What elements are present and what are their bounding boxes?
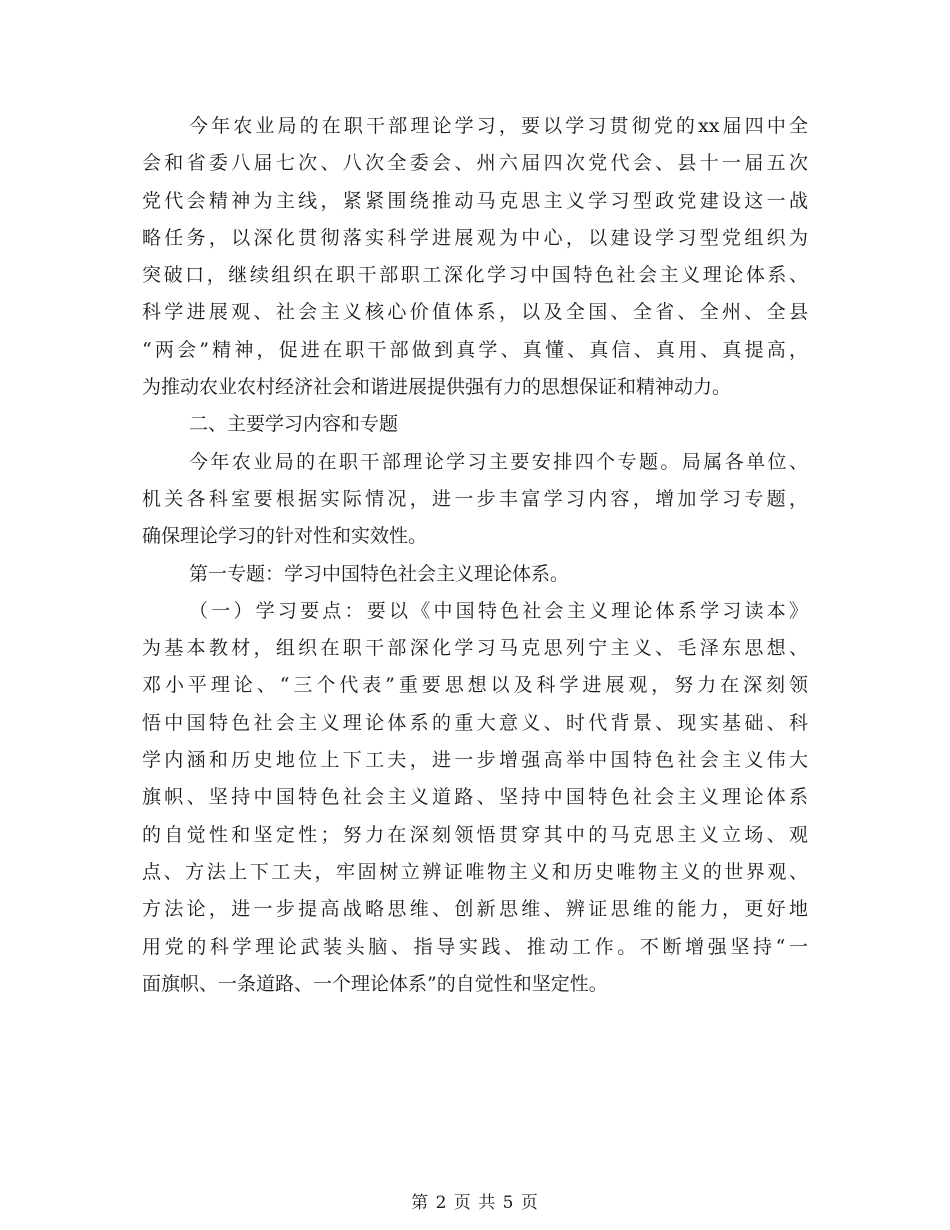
section-heading	[142, 406, 808, 443]
section-heading-text: 二、主要学习内容和专题	[189, 413, 399, 436]
text-line: 悟中国特色社会主义理论体系的重大意义、时代背景、现实基础、科	[142, 711, 808, 734]
paragraph	[142, 108, 808, 406]
text-line: 邓小平理论、“三个代表”重要思想以及科学进展观，努力在深刻领	[142, 674, 808, 697]
topic-heading-text: 第一专题：学习中国特色社会主义理论体系。	[189, 562, 570, 585]
text-line: 今年农业局的在职干部理论学习，要以学习贯彻党的xx届四中全	[189, 115, 808, 137]
text-line: 确保理论学习的针对性和实效性。	[142, 525, 428, 548]
text-line: 旗帜、坚持中国特色社会主义道路、坚持中国特色社会主义理论体系	[142, 786, 808, 809]
paragraph	[142, 444, 808, 556]
text-line: 用党的科学理论武装头脑、指导实践、推动工作。不断增强坚持“一	[142, 935, 808, 958]
text-line: 学内涵和历史地位上下工夫，进一步增强高举中国特色社会主义伟大	[142, 749, 808, 772]
paragraph	[142, 593, 808, 1003]
topic-heading	[142, 556, 808, 593]
text-line: 今年农业局的在职干部理论学习主要安排四个专题。局属各单位、	[189, 450, 808, 473]
document-body	[142, 108, 808, 1003]
text-line: 方法论，进一步提高战略思维、创新思维、辨证思维的能力，更好地	[142, 898, 808, 921]
text-line: 为基本教材，组织在职干部深化学习马克思列宁主义、毛泽东思想、	[142, 637, 808, 660]
text-line: 面旗帜、一条道路、一个理论体系”的自觉性和坚定性。	[142, 972, 608, 995]
text-line: 科学进展观、社会主义核心价值体系，以及全国、全省、全州、全县	[142, 301, 808, 324]
text-line: 略任务，以深化贯彻落实科学进展观为中心，以建设学习型党组织为	[142, 226, 808, 249]
page-number-footer: 第 2 页 共 5 页	[411, 1193, 539, 1213]
text-line: 党代会精神为主线，紧紧围绕推动马克思主义学习型政党建设这一战	[142, 189, 808, 212]
text-line: 会和省委八届七次、八次全委会、州六届四次党代会、县十一届五次	[142, 152, 808, 175]
text-line: 为推动农业农村经济社会和谐进展提供强有力的思想保证和精神动力。	[142, 376, 732, 399]
text-line: “两会”精神，促进在职干部做到真学、真懂、真信、真用、真提高，	[142, 338, 808, 361]
text-line: 的自觉性和坚定性；努力在深刻领悟贯穿其中的马克思主义立场、观	[142, 823, 808, 846]
text-line: 突破口，继续组织在职干部职工深化学习中国特色社会主义理论体系、	[142, 264, 808, 287]
text-line: 机关各科室要根据实际情况，进一步丰富学习内容，增加学习专题，	[142, 487, 808, 510]
text-line: 点、方法上下工夫，牢固树立辨证唯物主义和历史唯物主义的世界观、	[142, 860, 808, 883]
text-line: （一）学习要点：要以《中国特色社会主义理论体系学习读本》	[189, 599, 808, 622]
